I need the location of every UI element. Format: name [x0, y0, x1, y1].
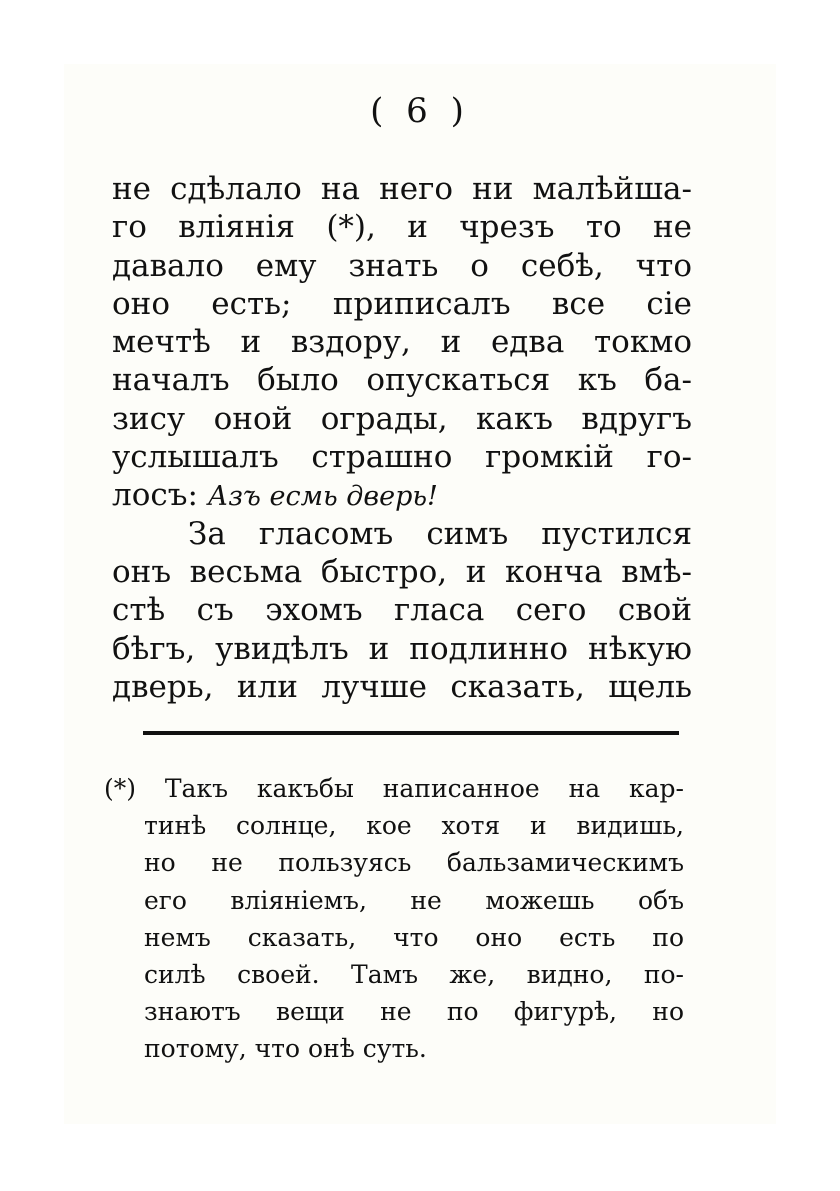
footnote-line: его влiянiемъ, не можешь объ — [144, 885, 684, 915]
paragraph-first-line: За гласомъ симъ пустился — [188, 515, 692, 552]
footnote-line: но не пользуясь бальзамическимъ — [144, 848, 684, 878]
text-line: услышалъ страшно громкiй го- — [112, 439, 692, 476]
text-line: оно есть; приписалъ все сiе — [112, 285, 692, 322]
text-line: началъ было опускаться къ ба- — [112, 362, 692, 399]
footnote-line: тинѣ солнце, кое хотя и видишь, — [144, 811, 684, 841]
text-line: мечтѣ и вздору, и едва токмо — [112, 324, 692, 361]
footnote-line: силѣ своей. Тамъ же, видно, по- — [144, 959, 684, 989]
footnote-line: немъ сказать, что оно есть по — [144, 922, 684, 952]
text-line: онъ весьма быстро, и конча вмѣ- — [112, 553, 692, 590]
footnote — [104, 770, 684, 1068]
text-line: бѣгъ, увидѣлъ и подлинно нѣкую — [112, 630, 692, 667]
text-line: го влiянiя (*), и чрезъ то не — [112, 209, 692, 246]
main-text — [112, 170, 692, 706]
footnote-line-last: потому, что онѣ суть. — [144, 1034, 427, 1064]
page-number: ( 6 ) — [370, 91, 470, 131]
italic-phrase: Азъ есмь дверь! — [207, 481, 438, 513]
text-line: давало ему знать о себѣ, что — [112, 247, 692, 284]
text-line-last — [112, 476, 692, 514]
footnote-line: знаютъ вещи не по фигурѣ, но — [144, 997, 684, 1027]
text-fragment: лосъ: — [112, 477, 198, 514]
footnote-line: (*) Такъ какъбы написанное на кар- — [104, 774, 684, 803]
text-line: зису оной ограды, какъ вдругъ — [112, 400, 692, 437]
text-line: не сдѣлало на него ни малѣйша- — [112, 171, 692, 207]
text-line: стѣ съ эхомъ гласа сего свой — [112, 592, 692, 629]
footnote-separator — [143, 731, 679, 735]
text-line: дверь, или лучше сказать, щель — [112, 668, 692, 705]
